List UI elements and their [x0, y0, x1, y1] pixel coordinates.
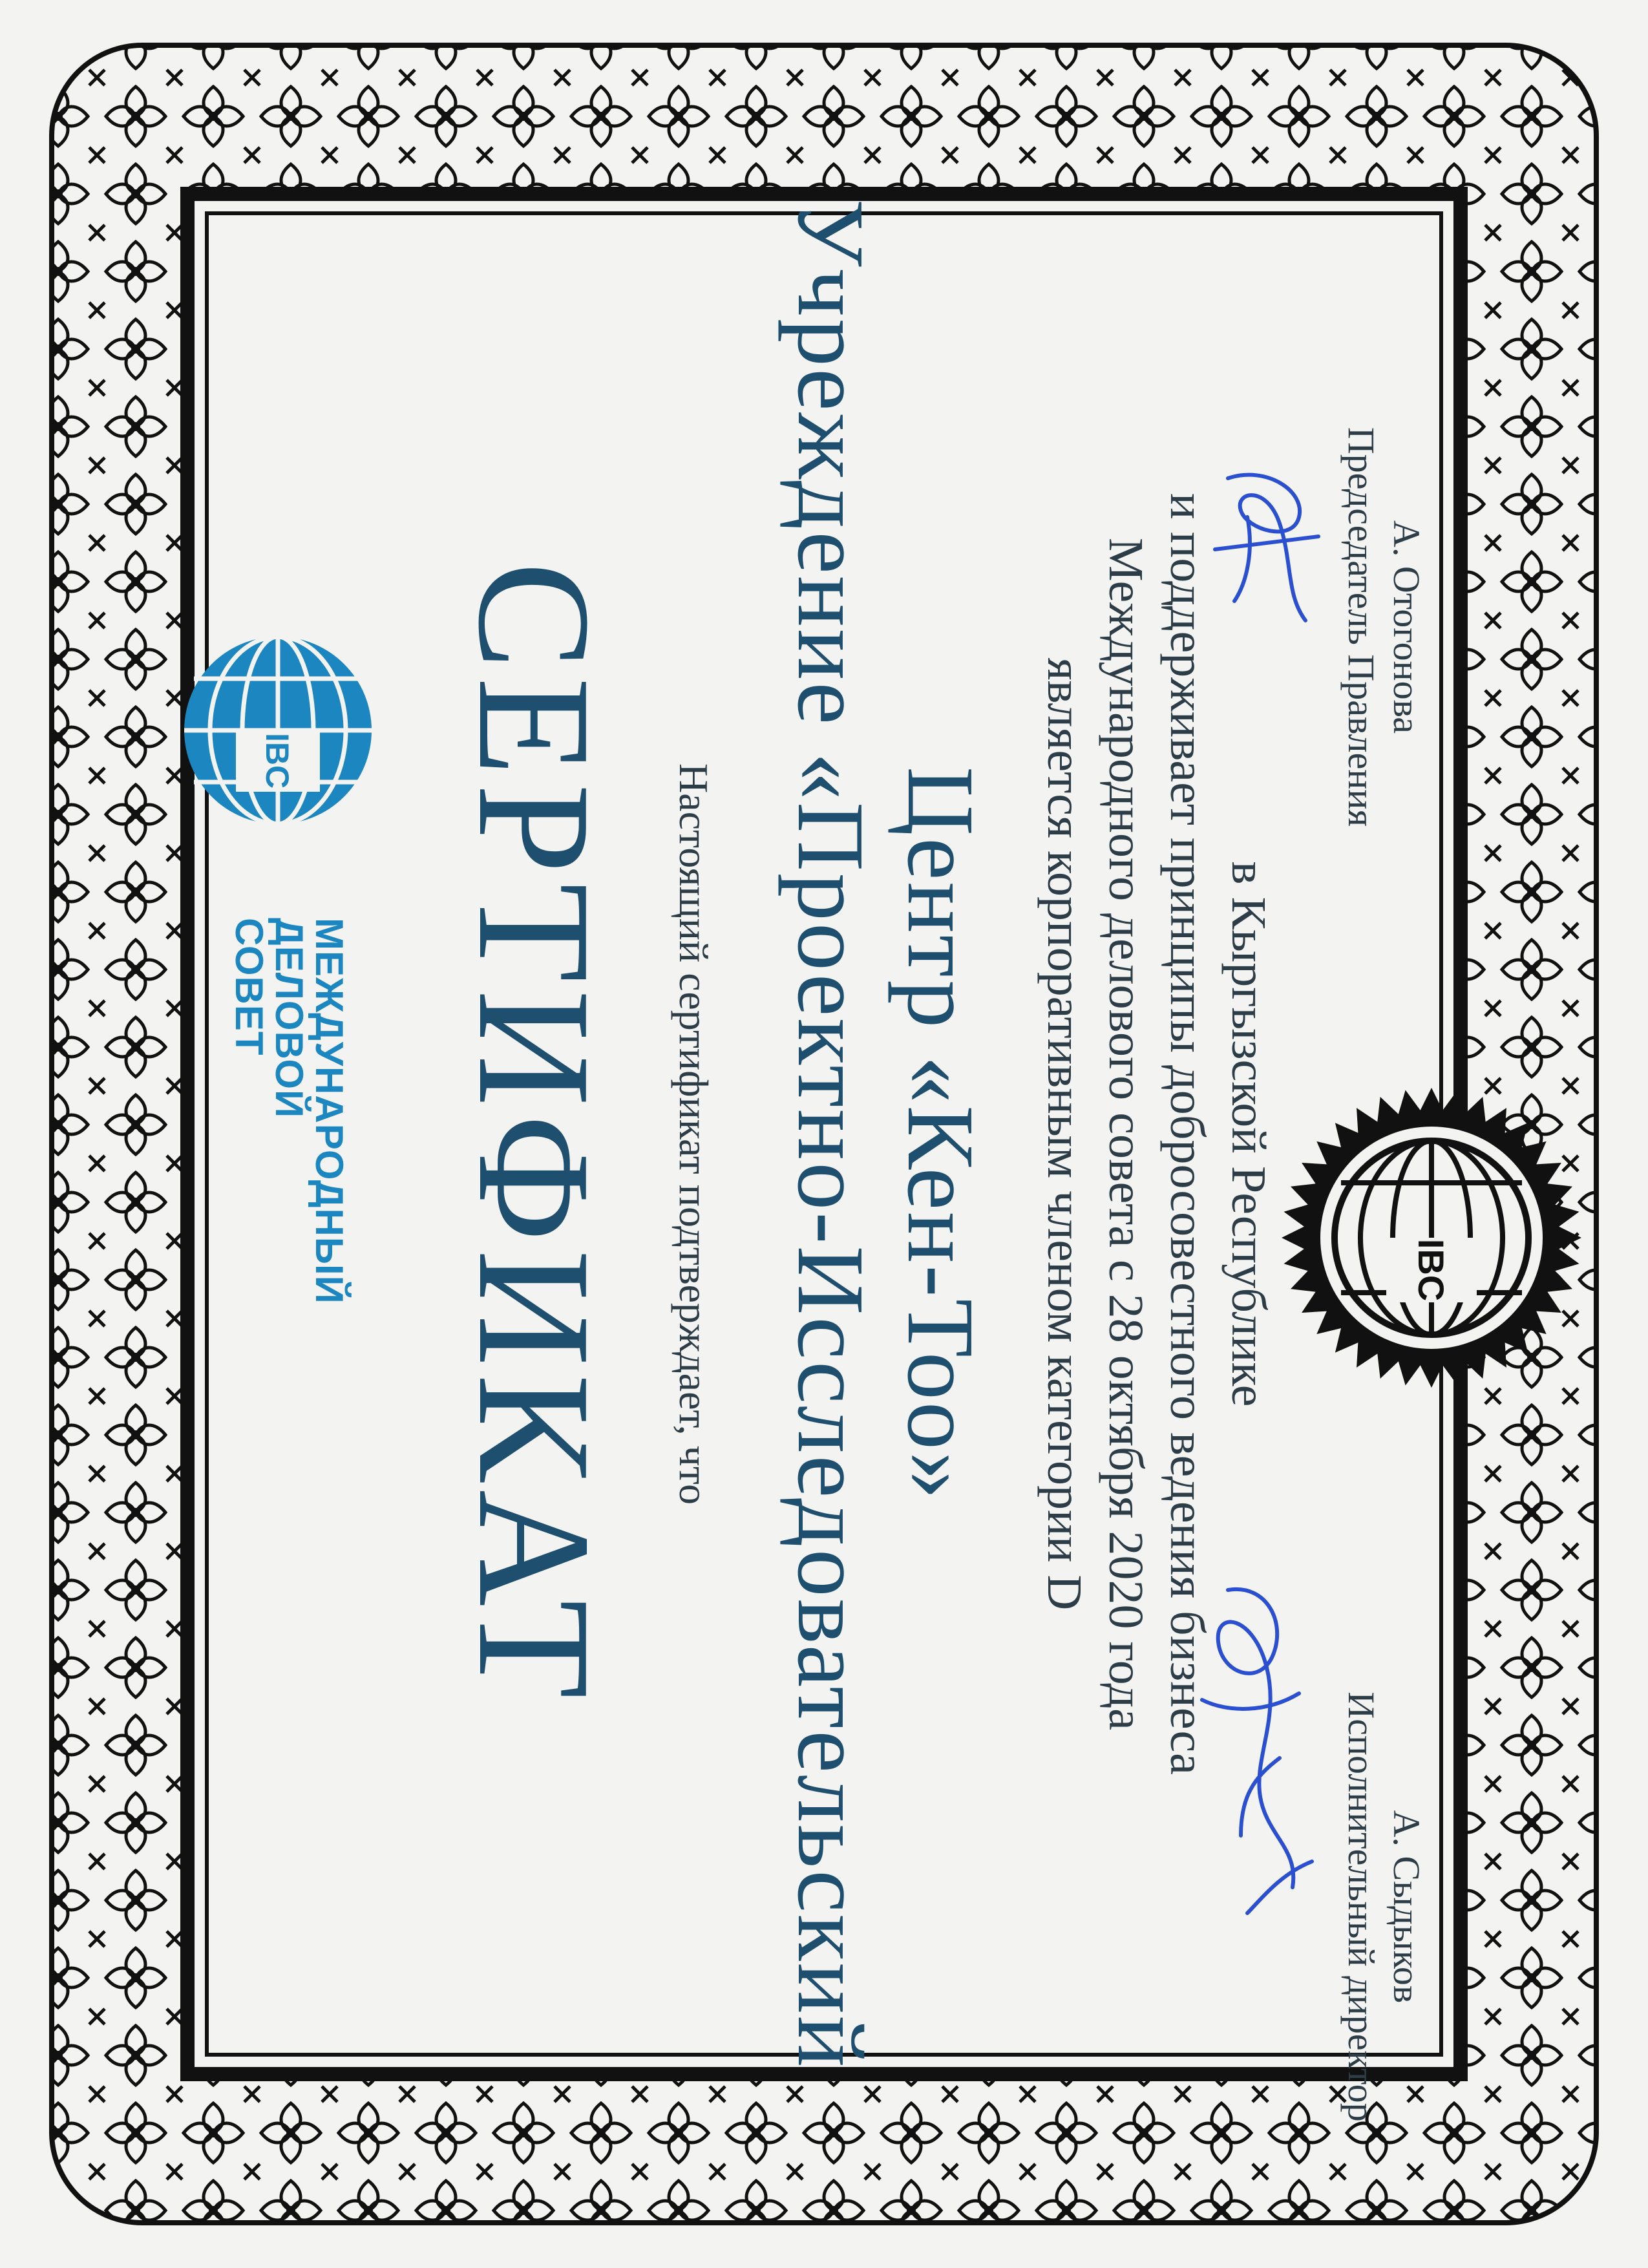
chair-signature [1196, 440, 1344, 646]
organization-name-line-1: Учреждение «Проектно-Исследовательский [777, 198, 883, 2070]
logo-name-line-2: ДЕЛОВОЙ [268, 918, 311, 1119]
body-line-4: в Кыргызской Республике [1221, 861, 1276, 1407]
seal-starburst-icon [1282, 1088, 1581, 1388]
chair-title: Председатель Правления [1340, 427, 1382, 827]
globe-icon [184, 637, 372, 824]
chair-name: А. Отогонова [1386, 520, 1428, 734]
certificate-subtitle: Настоящий сертификат подтверждает, что [671, 763, 717, 1505]
ibc-seal [1280, 1086, 1583, 1390]
body-line-1: является корпоративным членом категории D [1037, 657, 1092, 1611]
logo-globe-label: IBC [259, 732, 295, 789]
director-signature [1183, 1564, 1338, 1926]
body-line-3: и поддерживает принципы добросовестного ведения бизнеса [1160, 493, 1214, 1775]
seal-label: IBC [1411, 1238, 1452, 1302]
logo-name-line-1: МЕЖДУНАРОДНЫЙ [308, 918, 351, 1304]
director-title: Исполнительный директор [1340, 1691, 1382, 2122]
logo-name-line-3: СОВЕТ [227, 918, 271, 1056]
organization-name-line-2: Центр «Кен-Тоо» [887, 767, 993, 1501]
logo-name [229, 918, 349, 1304]
body-line-2: Международного делового совета с 28 октября 2020 года [1099, 537, 1153, 1730]
certificate-title: СЕРТИФИКАТ [445, 562, 624, 1706]
director-name: А. Сыдыков [1386, 1810, 1428, 2004]
